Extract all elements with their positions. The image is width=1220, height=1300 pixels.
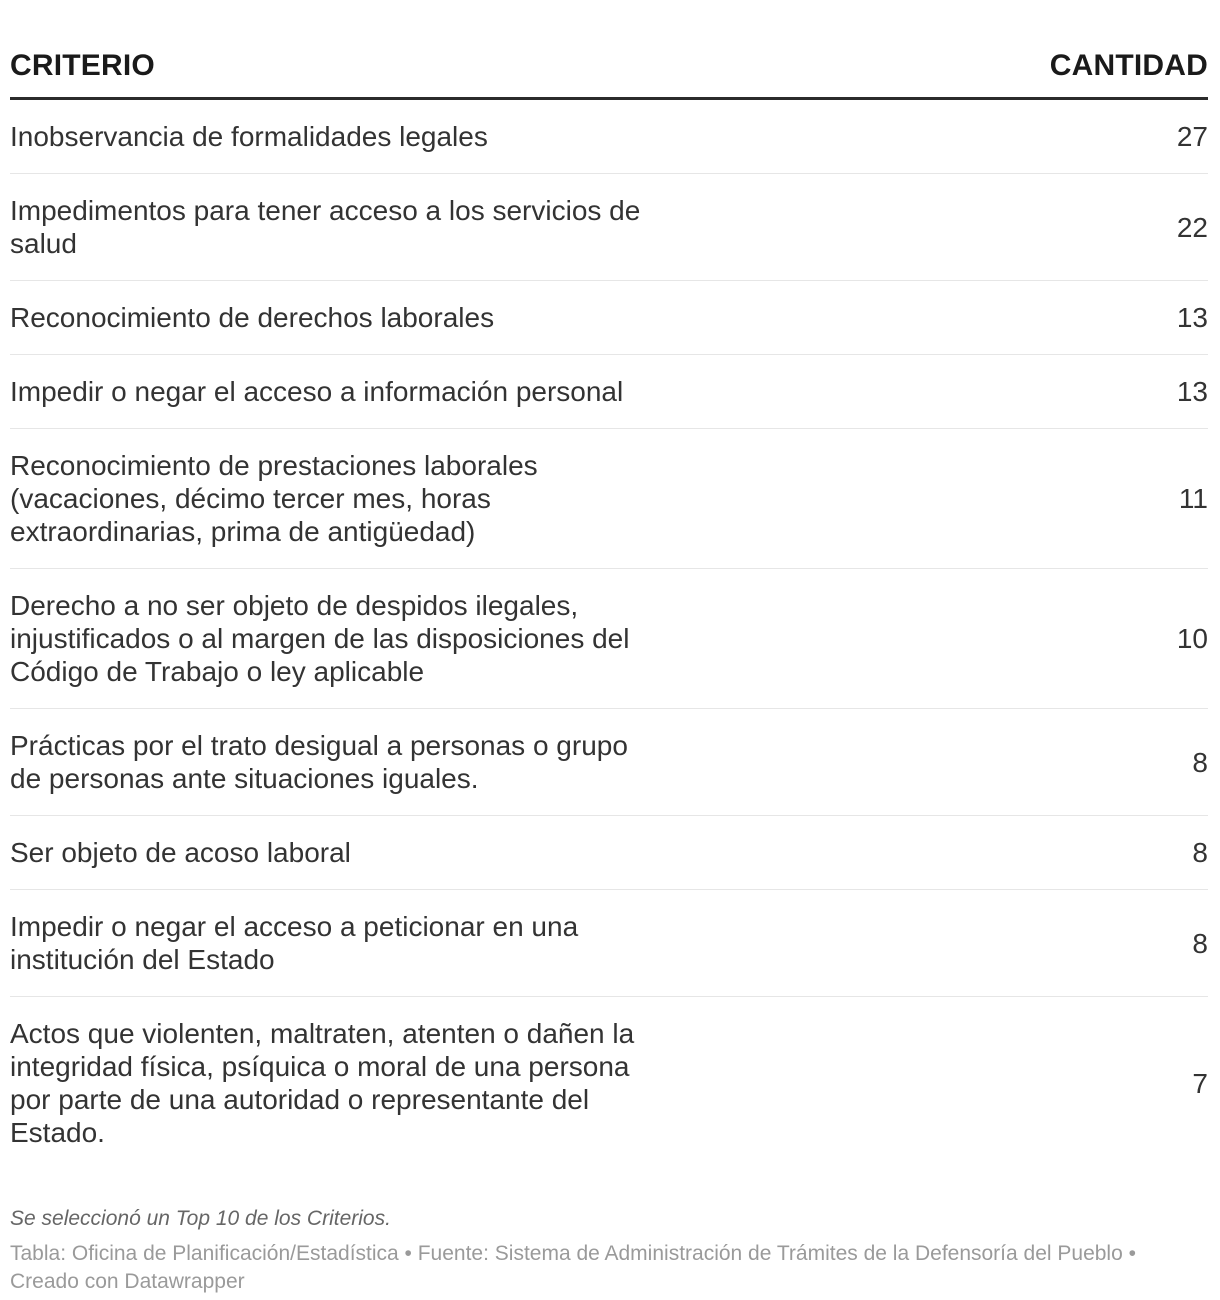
attribution-line: Creado con Datawrapper	[10, 1270, 245, 1293]
table-row	[10, 890, 1208, 997]
attribution-line: Tabla: Oficina de Planificación/Estadística • Fuente: Sistema de Administración de Trámites de la Defensoría del Pueblo •	[10, 1242, 1136, 1265]
cantidad-cell: 11	[1178, 483, 1208, 514]
cantidad-cell: 22	[1176, 211, 1208, 243]
cantidad-cell: 7	[1192, 1067, 1208, 1099]
cantidad-cell: 10	[1176, 623, 1208, 654]
table-row	[10, 174, 1208, 281]
table-row	[10, 816, 1208, 890]
criterio-cell: Prácticas por el trato desigual a personas o grupo de personas ante situaciones iguales.	[10, 730, 628, 794]
criterio-cell: Actos que violenten, maltraten, atenten o dañen la integridad física, psíquica o moral de una persona por parte de una autoridad o representante del Estado.	[10, 1018, 635, 1148]
criterio-cell: Reconocimiento de derechos laborales	[10, 302, 495, 333]
cantidad-cell: 8	[1192, 746, 1208, 778]
table-row	[10, 100, 1208, 174]
cantidad-cell: 13	[1176, 302, 1208, 333]
column-header-cantidad: CANTIDAD	[1049, 49, 1208, 82]
criterio-cell: Impedimentos para tener acceso a los servicios de salud	[10, 195, 641, 259]
criterio-cell: Reconocimiento de prestaciones laborales (vacaciones, décimo tercer mes, horas extraordinarias, prima de antigüedad)	[10, 450, 538, 547]
table-row	[10, 997, 1208, 1169]
table-row	[10, 355, 1208, 429]
cantidad-cell: 27	[1176, 121, 1208, 152]
table-row	[10, 569, 1208, 709]
table-note: Se seleccionó un Top 10 de los Criterios.	[10, 1207, 391, 1230]
column-header-criterio: CRITERIO	[10, 49, 155, 82]
cantidad-cell: 8	[1192, 927, 1208, 959]
criterio-cell: Impedir o negar el acceso a información personal	[10, 376, 624, 407]
cantidad-cell: 13	[1176, 376, 1208, 407]
criterio-cell: Derecho a no ser objeto de despidos ilegales, injustificados o al margen de las disposiciones del Código de Trabajo o ley aplicable	[10, 590, 630, 687]
criterio-cell: Ser objeto de acoso laboral	[10, 837, 351, 868]
criterio-cell: Impedir o negar el acceso a peticionar en una institución del Estado	[10, 911, 579, 975]
table-attribution	[10, 1240, 1208, 1296]
table-row	[10, 709, 1208, 816]
table-row	[10, 429, 1208, 569]
table-body	[10, 100, 1208, 1169]
table-header	[10, 0, 1208, 100]
criterio-cell: Inobservancia de formalidades legales	[10, 121, 488, 152]
cantidad-cell: 8	[1192, 837, 1208, 868]
table-row	[10, 281, 1208, 355]
